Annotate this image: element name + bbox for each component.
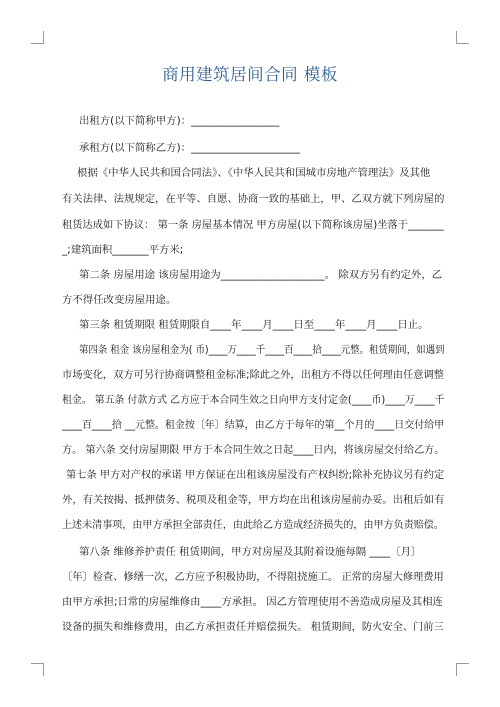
body-line: 有关法律、法规规定，在平等、自愿、协商一致的基础上，甲、乙双方就下列房屋的	[62, 193, 445, 205]
body-line: 由甲方承担;日常的房屋维修由____方承担。 因乙方管理使用不善造成房屋及其相连	[62, 596, 443, 608]
crop-mark-top-right	[456, 31, 469, 44]
body-line: 第七条 甲方对产权的承诺 甲方保证在出租该房屋没有产权纠纷;除补充协议另有约定	[66, 469, 445, 481]
body-line: 外，有关按揭、抵押债务、税项及租金等，甲方均在出租该房屋前办妥。出租后如有	[62, 494, 445, 506]
crop-mark-bottom-left	[31, 663, 44, 676]
body-line: 方不得任改变房屋用途。	[62, 294, 177, 306]
body-line: 〔年〕检查、修缮一次，乙方应予积极协助，不得阻挠施工。 正常的房屋大修理费用	[62, 571, 444, 583]
lessee-line: 承租方(以下简称乙方)：_____________________	[79, 142, 301, 154]
document-title: 商用建筑居间合同 模板	[162, 65, 338, 84]
body-line: 方。 第六条 交付房屋期限 甲方于本合同生效之日起____日内，将该房屋交付给乙方。	[62, 444, 445, 456]
body-line: _;建筑面积_______平方米;	[62, 244, 184, 256]
body-line: 第八条 维修养护责任 租赁期间，甲方对房屋及其附着设施每隔 ____〔月〕	[79, 546, 422, 558]
body-line: 上述未清事项，由甲方承担全部责任，由此给乙方造成经济损失的，由甲方负责赔偿。	[62, 519, 444, 531]
crop-mark-bottom-right	[456, 663, 469, 676]
body-line: 设备的损失和维修费用，由乙方承担责任并赔偿损失。 租赁期间，防火安全、门前三	[62, 621, 444, 633]
body-line: 根据《中华人民共和国合同法》、《中华人民共和国城市房地产管理法》及其他	[77, 167, 431, 179]
body-line: ____百____拾 __元整。租金按〔年〕结算，由乙方于每年的第__个月的____日交付给甲	[62, 419, 445, 431]
body-line: 租金。 第五条 付款方式 乙方应于本合同生效之日向甲方支付定金(____币)____万____千	[62, 394, 445, 406]
body-line: 第二条 房屋用途 该房屋用途为____________________。 除双方另有约定外，乙	[79, 269, 443, 281]
body-line: 第三条 租赁期限 租赁期限自____年____月____日至____年____月____日止。	[79, 319, 429, 331]
body-line: 租赁达成如下协议： 第一条 房屋基本情况 甲方房屋(以下简称该房屋)坐落于_______	[62, 219, 444, 231]
body-line: 第四条 租金 该房屋租金为( 币)____万____千____百____拾____元整。租赁期间，如遇到	[79, 344, 445, 356]
crop-mark-top-left	[31, 31, 44, 44]
body-line: 市场变化，双方可另行协商调整租金标准;除此之外，出租方不得以任何理由任意调整	[62, 369, 444, 381]
lessor-line: 出租方(以下简称甲方)：_________________	[79, 115, 280, 127]
